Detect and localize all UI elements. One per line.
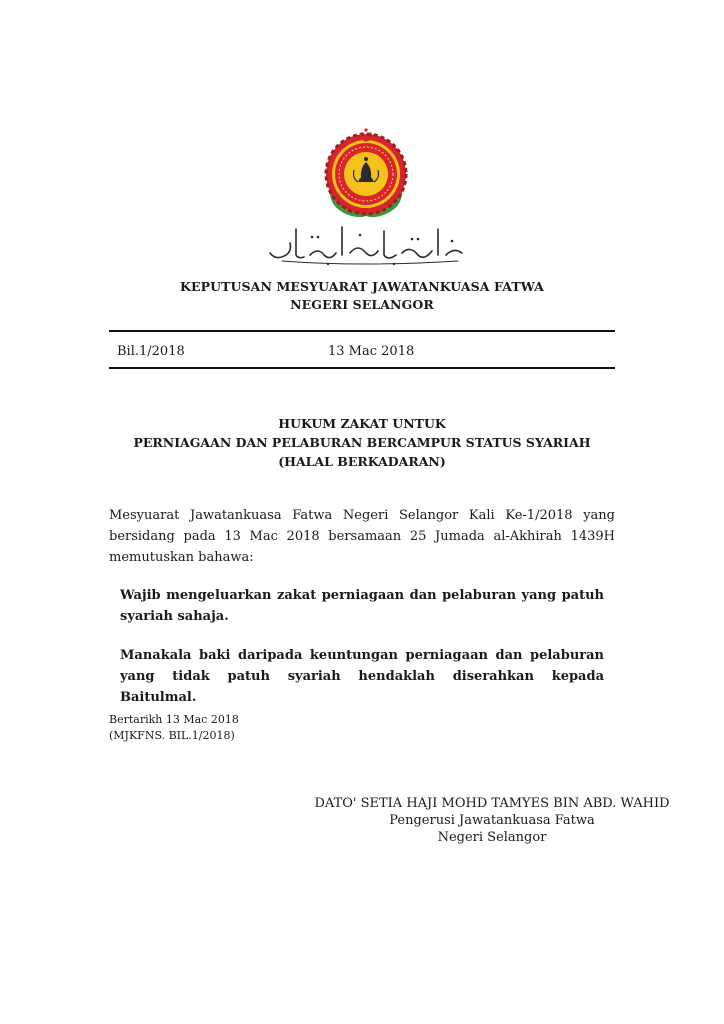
document-title-line2: NEGERI SELANGOR — [290, 297, 434, 312]
jabatan-mufti-selangor-emblem — [318, 126, 414, 222]
dated-line: Bertarikh 13 Mac 2018 — [109, 713, 239, 726]
subject-heading-line3: (HALAL BERKADARAN) — [278, 454, 446, 469]
top-divider — [109, 330, 615, 332]
signatory-name: DATO' SETIA HAJI MOHD TAMYES BIN ABD. WAHID — [314, 796, 670, 811]
document-title: KEPUTUSAN MESYUARAT JAWATANKUASA FATWA — [180, 279, 544, 294]
subject-heading: HUKUM ZAKAT UNTUK — [278, 416, 446, 431]
signatory-state: Negeri Selangor — [437, 830, 547, 845]
decision-paragraph-1: Wajib mengeluarkan zakat perniagaan dan pelaburan yang patuh syariah sahaja. — [120, 588, 604, 624]
reference-date: 13 Mac 2018 — [328, 344, 415, 359]
subject-heading-line2: PERNIAGAAN DAN PELABURAN BERCAMPUR STATUS SYARIAH — [133, 435, 591, 450]
signatory-position: Pengerusi Jawatankuasa Fatwa — [389, 813, 595, 828]
decision-paragraph-2: Manakala baki daripada keuntungan perniagaan dan pelaburan yang tidak patuh syariah hendaklah diserahkan kepada Baitulmal. — [120, 648, 604, 705]
intro-paragraph: Mesyuarat Jawatankuasa Fatwa Negeri Selangor Kali Ke-1/2018 yang bersidang pada 13 Mac 2018 bersamaan 25 Jumada al-Akhirah 1439H memutuskan bahawa: — [109, 508, 615, 565]
reference-number: Bil.1/2018 — [117, 344, 185, 359]
arabic-calligraphy-logo — [262, 217, 472, 267]
file-reference: (MJKFNS. BIL.1/2018) — [109, 729, 235, 742]
bottom-divider — [109, 367, 615, 369]
